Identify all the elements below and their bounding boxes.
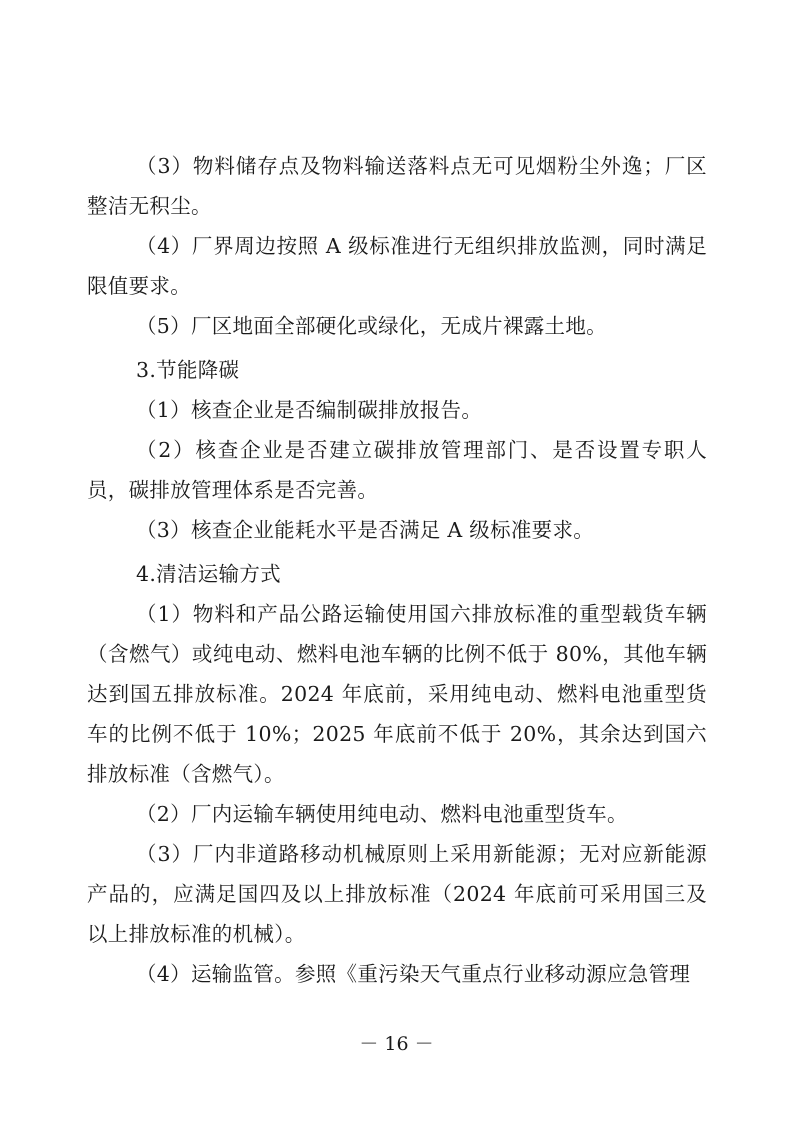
paragraph-item-1-road-transport: （1）物料和产品公路运输使用国六排放标准的重型载货车辆（含燃气）或纯电动、燃料电池车辆的比例不低于 80%，其他车辆达到国五排放标准。2024 年底前，采用纯电动、燃料电池重型货车的比例不低于 10%；2025 年底前不低于 20%，其余达到国六排放标准（含燃气）。 <box>87 602 707 786</box>
paragraph-item-3-storage-points: （3）物料储存点及物料输送落料点无可见烟粉尘外逸；厂区整洁无积尘。 <box>87 154 707 218</box>
section-heading-clean-transport: 4.清洁运输方式 <box>136 562 281 586</box>
paragraph-item-1-carbon-report: （1）核查企业是否编制碳排放报告。 <box>136 398 483 422</box>
page-number: － 16 － <box>359 1033 434 1055</box>
paragraph-item-3-non-road-machinery: （3）厂内非道路移动机械原则上采用新能源；无对应新能源产品的，应满足国四及以上排放标准（2024 年底前可采用国三及以上排放标准的机械）。 <box>87 842 707 946</box>
paragraph-item-4-boundary-monitoring: （4）厂界周边按照 A 级标准进行无组织排放监测，同时满足限值要求。 <box>87 234 707 298</box>
paragraph-item-2-carbon-management: （2）核查企业是否建立碳排放管理部门、是否设置专职人员，碳排放管理体系是否完善。 <box>87 438 707 502</box>
paragraph-item-2-in-plant-vehicles: （2）厂内运输车辆使用纯电动、燃料电池重型货车。 <box>136 802 628 826</box>
paragraph-item-3-energy-level: （3）核查企业能耗水平是否满足 A 级标准要求。 <box>136 518 595 542</box>
paragraph-item-5-ground-hardening: （5）厂区地面全部硬化或绿化，无成片裸露土地。 <box>136 314 607 338</box>
section-heading-energy-saving: 3.节能降碳 <box>136 358 240 382</box>
paragraph-item-4-transport-supervision: （4）运输监管。参照《重污染天气重点行业移动源应急管理 <box>136 962 691 986</box>
document-body <box>87 146 707 994</box>
